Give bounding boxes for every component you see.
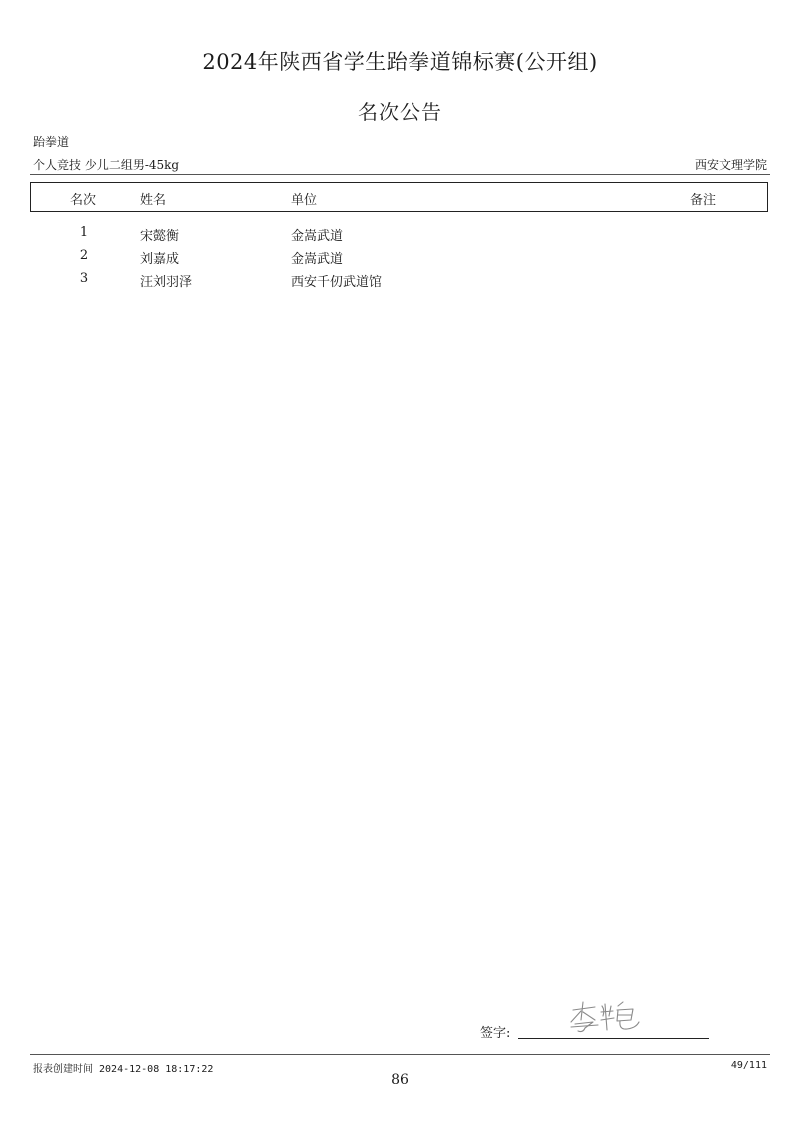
venue-label: 西安文理学院 bbox=[694, 158, 767, 172]
sport-label: 跆拳道 bbox=[33, 135, 70, 149]
table-row-rank: 1 bbox=[79, 225, 89, 240]
document-subtitle: 名次公告 bbox=[358, 100, 442, 124]
report-created-time: 报表创建时间 2024-12-08 18:17:22 bbox=[33, 1064, 214, 1075]
page-number: 86 bbox=[391, 1072, 409, 1088]
table-row-rank: 2 bbox=[79, 248, 89, 263]
table-row-unit: 西安千仞武道馆 bbox=[291, 275, 383, 290]
signature-line bbox=[518, 1038, 709, 1039]
column-header-rank: 名次 bbox=[70, 193, 97, 208]
table-row-unit: 金嵩武道 bbox=[291, 229, 344, 244]
column-header-note: 备注 bbox=[690, 193, 717, 208]
table-row-name: 汪刘羽泽 bbox=[140, 275, 193, 290]
table-row-name: 宋懿衡 bbox=[140, 229, 180, 244]
top-divider bbox=[30, 174, 770, 175]
column-header-name: 姓名 bbox=[140, 193, 167, 208]
table-row-name: 刘嘉成 bbox=[140, 252, 180, 267]
table-row-rank: 3 bbox=[79, 271, 89, 286]
document-title: 2024年陕西省学生跆拳道锦标赛(公开组) bbox=[202, 50, 598, 74]
bottom-divider bbox=[30, 1054, 770, 1055]
table-row-unit: 金嵩武道 bbox=[291, 252, 344, 267]
event-label: 个人竞技 少儿二组男-45kg bbox=[33, 158, 180, 172]
report-page-counter: 49/111 bbox=[730, 1060, 767, 1071]
column-header-unit: 单位 bbox=[291, 193, 318, 208]
handwritten-signature bbox=[565, 998, 645, 1036]
signature-label: 签字: bbox=[480, 1026, 511, 1041]
